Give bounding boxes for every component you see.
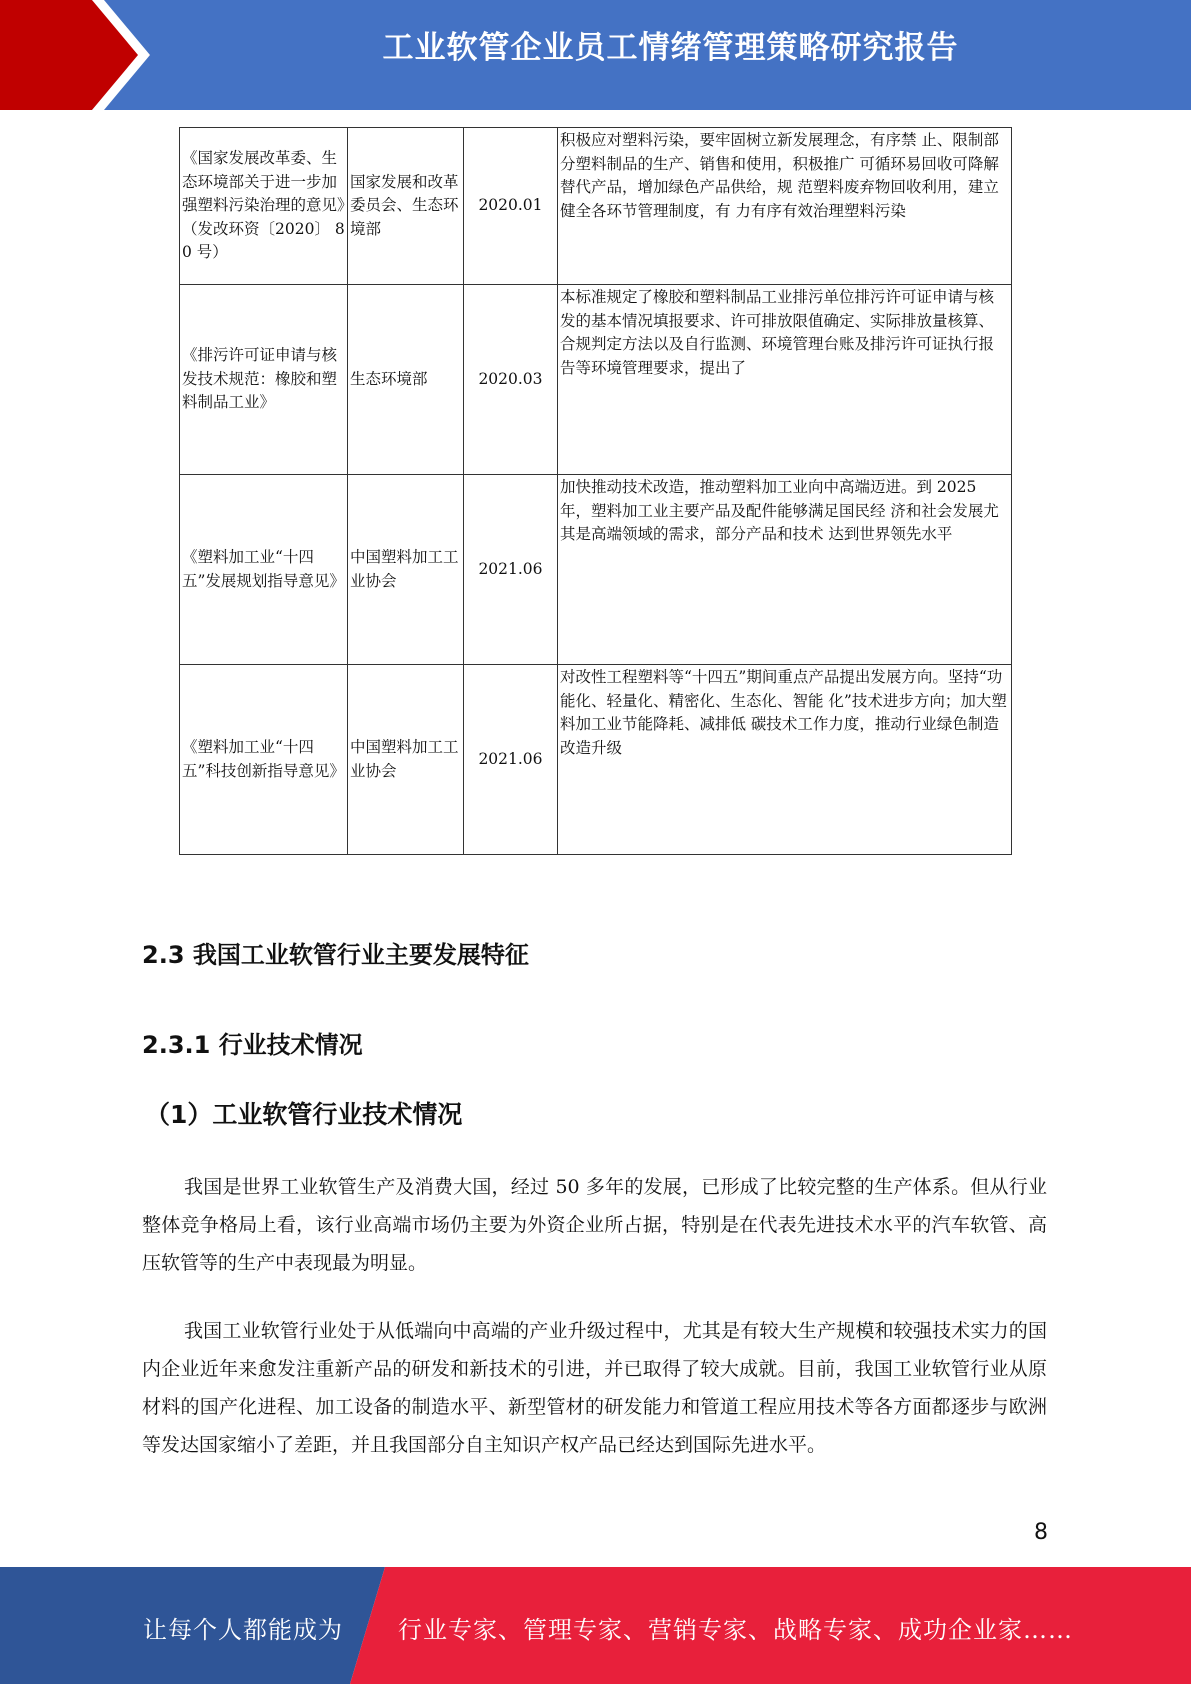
date-cell: 2020.01 — [464, 128, 558, 285]
content-cell: 加快推动技术改造，推动塑料加工业向中高端迈进。到 2025 年，塑料加工业主要产品及配件能够满足国民经 济和社会发展尤其是高端领域的需求，部分产品和技术 达到世界领先水平 — [558, 475, 1012, 665]
issuer-cell: 生态环境部 — [348, 285, 464, 475]
footer-slogan-left: 让每个人都能成为 — [143, 1616, 343, 1644]
policy-document-cell: 《塑料加工业“十四五”发展规划指导意见》 — [180, 475, 348, 665]
footer-slogan-right: 行业专家、管理专家、营销专家、战略专家、成功企业家…… — [398, 1616, 1073, 1644]
table-row — [180, 285, 1012, 475]
content-cell: 积极应对塑料污染，要牢固树立新发展理念，有序禁 止、限制部分塑料制品的生产、销售和使用，积极推广 可循环易回收可降解替代产品，增加绿色产品供给，规 范塑料废弃物回收利用，建立健全各环节管理制度，有 力有序有效治理塑料污染 — [558, 128, 1012, 285]
date-cell: 2020.03 — [464, 285, 558, 475]
date-cell: 2021.06 — [464, 475, 558, 665]
table-row — [180, 475, 1012, 665]
subsection-heading: 2.3.1 行业技术情况 — [142, 1031, 363, 1059]
body-paragraph: 我国是世界工业软管生产及消费大国，经过 50 多年的发展，已形成了比较完整的生产体系。但从行业整体竞争格局上看，该行业高端市场仍主要为外资企业所占据，特别是在代表先进技术水平的汽车软管、高压软管等的生产中表现最为明显。 — [142, 1176, 1047, 1274]
body-paragraph: 我国工业软管行业处于从低端向中高端的产业升级过程中，尤其是有较大生产规模和较强技术实力的国内企业近年来愈发注重新产品的研发和新技术的引进，并已取得了较大成就。目前，我国工业软管行业从原材料的国产化进程、加工设备的制造水平、新型管材的研发能力和管道工程应用技术等各方面都逐步与欧洲等发达国家缩小了差距，并且我国部分自主知识产权产品已经达到国际先进水平。 — [142, 1320, 1047, 1456]
page-number: 8 — [1034, 1520, 1048, 1545]
subsubsection-heading: （1）工业软管行业技术情况 — [145, 1100, 463, 1129]
policy-document-cell: 《排污许可证申请与核发技术规范：橡胶和塑料制品工业》 — [180, 285, 348, 475]
policy-table — [179, 127, 1012, 855]
content-cell: 本标准规定了橡胶和塑料制品工业排污单位排污许可证申请与核发的基本情况填报要求、许可排放限值确定、实际排放量核算、合规判定方法以及自行监测、环境管理台账及排污许可证执行报告等环境管理要求，提出了 — [558, 285, 1012, 475]
issuer-cell: 中国塑料加工工业协会 — [348, 475, 464, 665]
table-row — [180, 665, 1012, 855]
date-cell: 2021.06 — [464, 665, 558, 855]
content-cell: 对改性工程塑料等“十四五”期间重点产品提出发展方向。坚持“功能化、轻量化、精密化、生态化、智能 化”技术进步方向；加大塑料加工业节能降耗、减排低 碳技术工作力度，推动行业绿色制造改造升级 — [558, 665, 1012, 855]
header-banner — [0, 0, 1191, 110]
section-heading: 2.3 我国工业软管行业主要发展特征 — [142, 941, 529, 969]
footer-banner — [0, 1567, 1191, 1684]
issuer-cell: 国家发展和改革委员会、生态环境部 — [348, 128, 464, 285]
policy-document-cell: 《国家发展改革委、生态环境部关于进一步加强塑料污染治理的意见》（发改环资〔2020〕 80 号） — [180, 128, 348, 285]
report-title: 工业软管企业员工情绪管理策略研究报告 — [382, 30, 959, 66]
issuer-cell: 中国塑料加工工业协会 — [348, 665, 464, 855]
policy-document-cell: 《塑料加工业“十四五”科技创新指导意见》 — [180, 665, 348, 855]
table-row — [180, 128, 1012, 285]
